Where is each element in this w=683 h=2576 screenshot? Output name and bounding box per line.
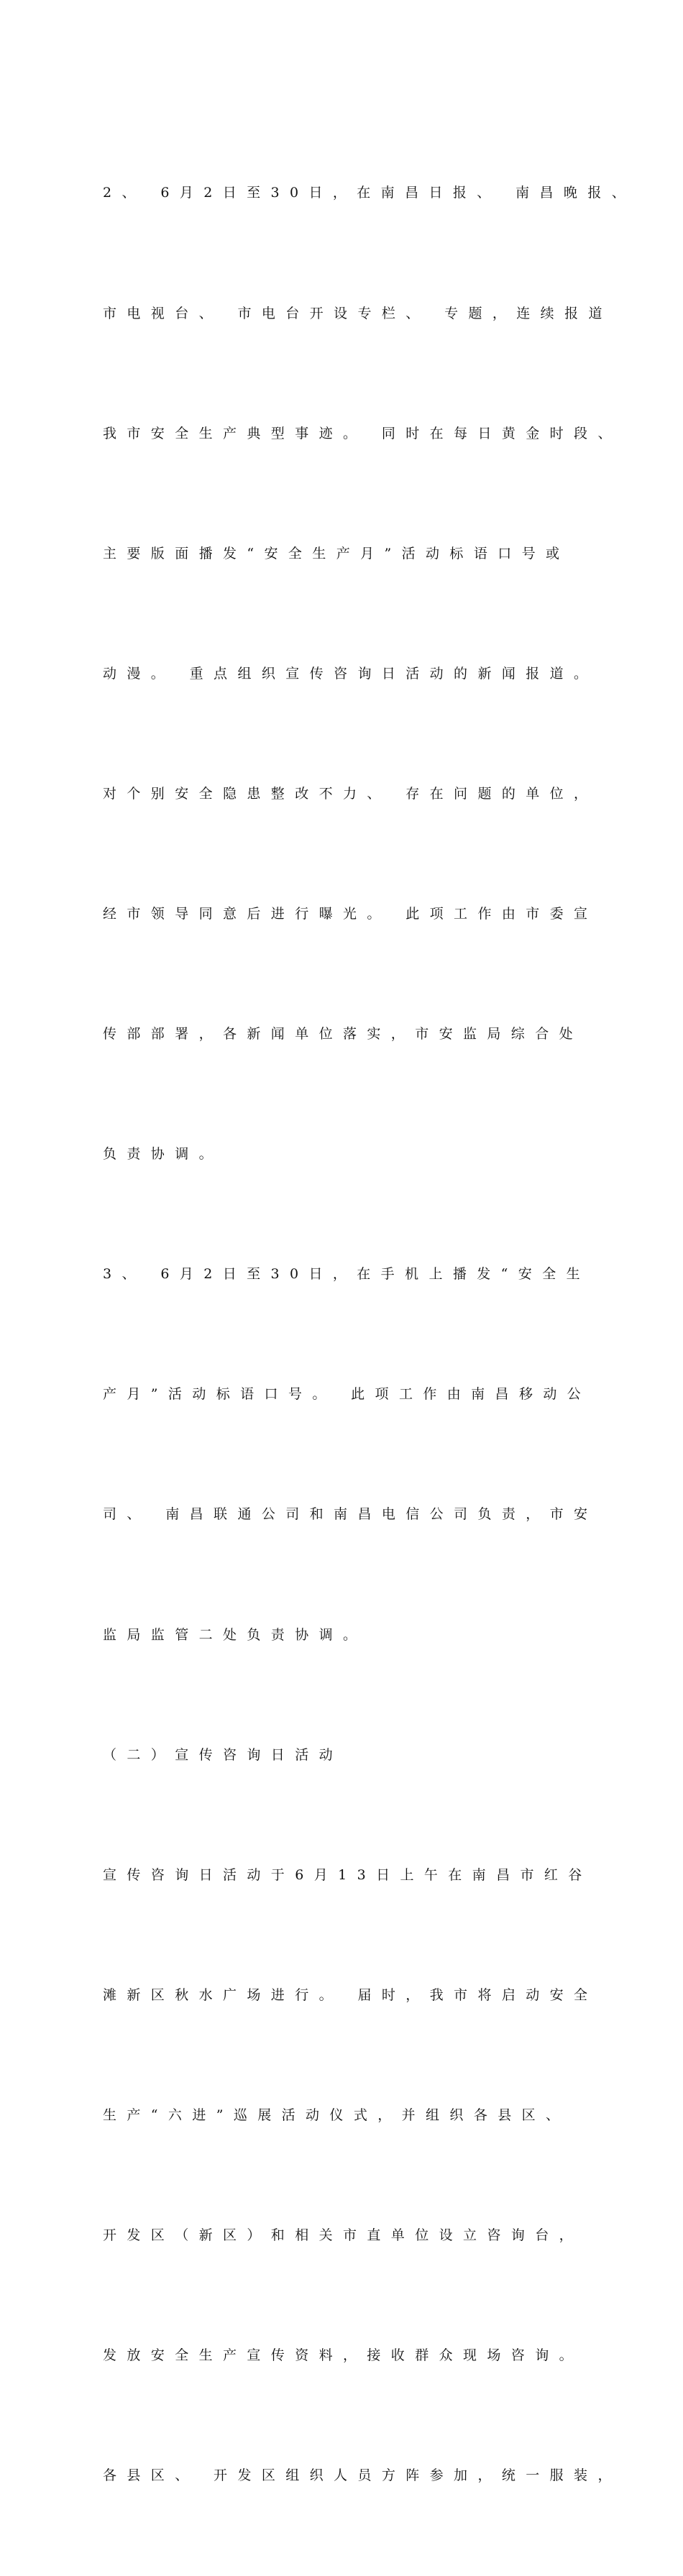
text-line: 司、 南昌联通公司和南昌电信公司负责，市安 xyxy=(103,1506,598,1523)
text-line: 生产“六进”巡展活动仪式，并组织各县区、 xyxy=(103,2107,570,2123)
text-line: 开发区（新区）和相关市直单位设立咨询台， xyxy=(103,2227,584,2243)
text-line: 我市安全生产典型事迹。 同时在每日黄金时段、 xyxy=(103,425,622,441)
text-line: 2、 6月2日至30日，在南昌日报、 南昌晚报、 xyxy=(103,185,636,201)
text-line: 滩新区秋水广场进行。 届时，我市将启动安全 xyxy=(103,1986,598,2003)
text-line: 动漫。 重点组织宣传咨询日活动的新闻报道。 xyxy=(103,665,598,682)
text-line: 负责协调。 xyxy=(103,1146,224,1163)
text-line: 市电视台、 市电台开设专栏、 专题，连续报道 xyxy=(103,305,613,321)
text-line: 3、 6月2日至30日，在手机上播发“安全生 xyxy=(103,1266,590,1283)
document-body xyxy=(103,93,636,2576)
text-line: 主要版面播发“安全生产月”活动标语口号或 xyxy=(103,545,570,562)
text-line: 经市领导同意后进行曝光。 此项工作由市委宣 xyxy=(103,905,598,922)
section-heading: （二）宣传咨询日活动 xyxy=(103,1746,344,1763)
text-line: 监局监管二处负责协调。 xyxy=(103,1626,367,1643)
text-line: 各县区、 开发区组织人员方阵参加，统一服装， xyxy=(103,2467,622,2484)
text-line: 传部部署，各新闻单位落实，市安监局综合处 xyxy=(103,1026,584,1042)
text-line: 宣传咨询日活动于6月13日上午在南昌市红谷 xyxy=(103,1866,592,1883)
text-line: 发放安全生产宣传资料，接收群众现场咨询。 xyxy=(103,2347,584,2364)
text-line: 对个别安全隐患整改不力、 存在问题的单位， xyxy=(103,785,598,802)
text-line: 产月”活动标语口号。 此项工作由南昌移动公 xyxy=(103,1386,592,1403)
